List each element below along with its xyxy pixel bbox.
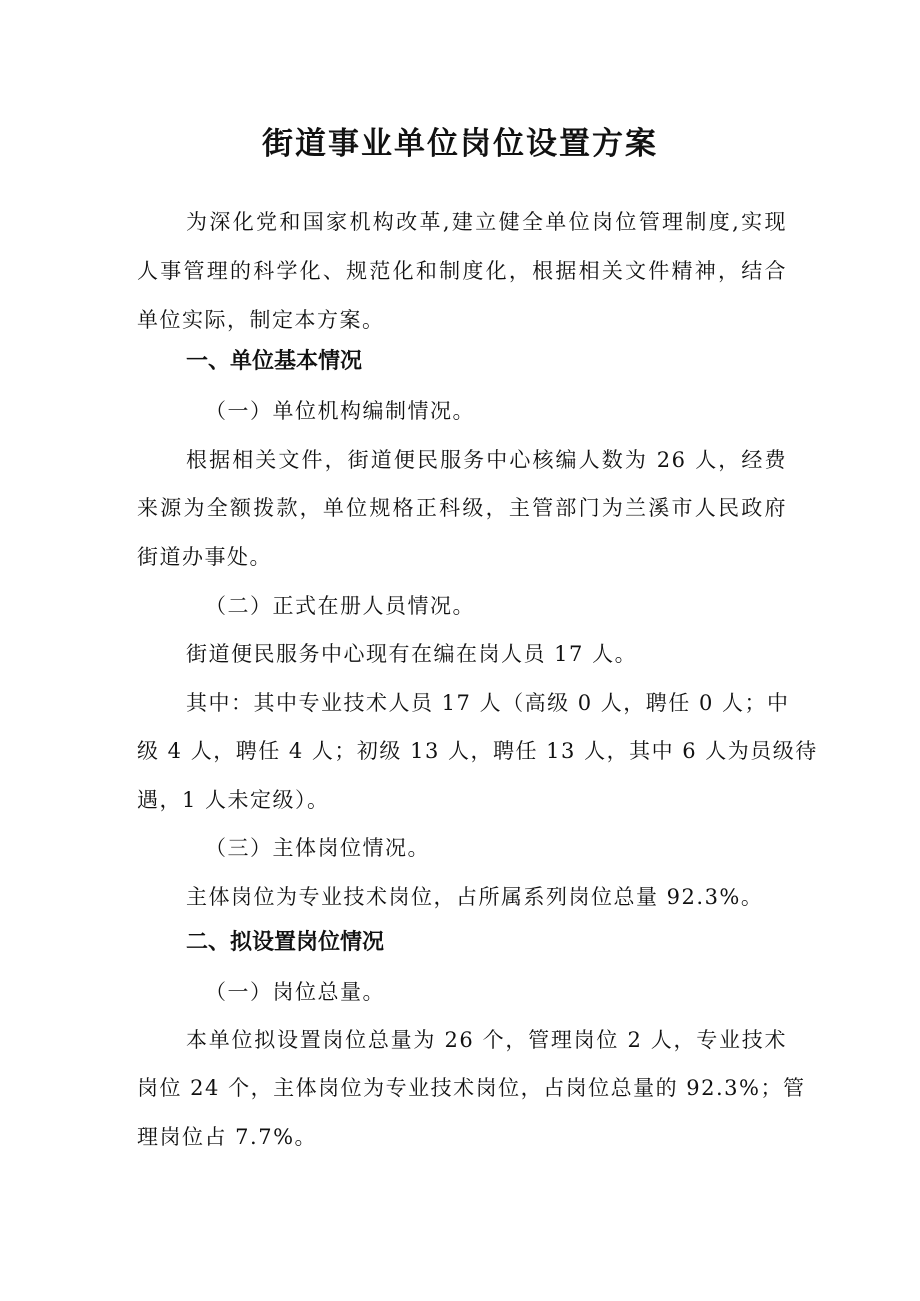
page-title: 街道事业单位岗位设置方案 bbox=[262, 126, 658, 162]
intro-line-1: 为深化党和国家机构改革,建立健全单位岗位管理制度,实现 bbox=[186, 210, 787, 234]
section-2-sub-1-heading: （一）岗位总量。 bbox=[205, 980, 385, 1004]
section-2-sub-1-line-3: 理岗位占 7.7%。 bbox=[137, 1125, 318, 1149]
section-1-sub-1-line-3: 街道办事处。 bbox=[137, 545, 272, 569]
section-1-sub-1-line-2: 来源为全额拨款，单位规格正科级，主管部门为兰溪市人民政府 bbox=[137, 496, 787, 520]
section-1-sub-3-heading: （三）主体岗位情况。 bbox=[205, 836, 430, 860]
section-2-sub-1-line-2: 岗位 24 个，主体岗位为专业技术岗位，占岗位总量的 92.3%；管 bbox=[137, 1076, 806, 1100]
intro-line-2: 人事管理的科学化、规范化和制度化，根据相关文件精神，结合 bbox=[137, 259, 787, 283]
section-1-sub-3-para-1: 主体岗位为专业技术岗位，占所属系列岗位总量 92.3%。 bbox=[186, 885, 764, 909]
section-1-sub-2-line-1: 其中：其中专业技术人员 17 人（高级 0 人，聘任 0 人；中 bbox=[186, 691, 790, 715]
section-1-sub-2-para-1: 街道便民服务中心现有在编在岗人员 17 人。 bbox=[186, 642, 638, 666]
section-1-sub-2-line-2: 级 4 人，聘任 4 人；初级 13 人，聘任 13 人，其中 6 人为员级待 bbox=[137, 739, 818, 763]
section-1-sub-1-line-1: 根据相关文件，街道便民服务中心核编人数为 26 人，经费 bbox=[186, 448, 787, 472]
section-1-heading: 一、单位基本情况 bbox=[186, 349, 363, 374]
section-1-sub-2-line-3: 遇，1 人未定级）。 bbox=[137, 788, 330, 812]
intro-line-3: 单位实际，制定本方案。 bbox=[137, 308, 385, 332]
section-1-sub-1-heading: （一）单位机构编制情况。 bbox=[205, 399, 475, 423]
section-1-sub-2-heading: （二）正式在册人员情况。 bbox=[205, 594, 475, 618]
section-2-heading: 二、拟设置岗位情况 bbox=[186, 930, 385, 955]
section-2-sub-1-line-1: 本单位拟设置岗位总量为 26 个，管理岗位 2 人，专业技术 bbox=[186, 1028, 787, 1052]
